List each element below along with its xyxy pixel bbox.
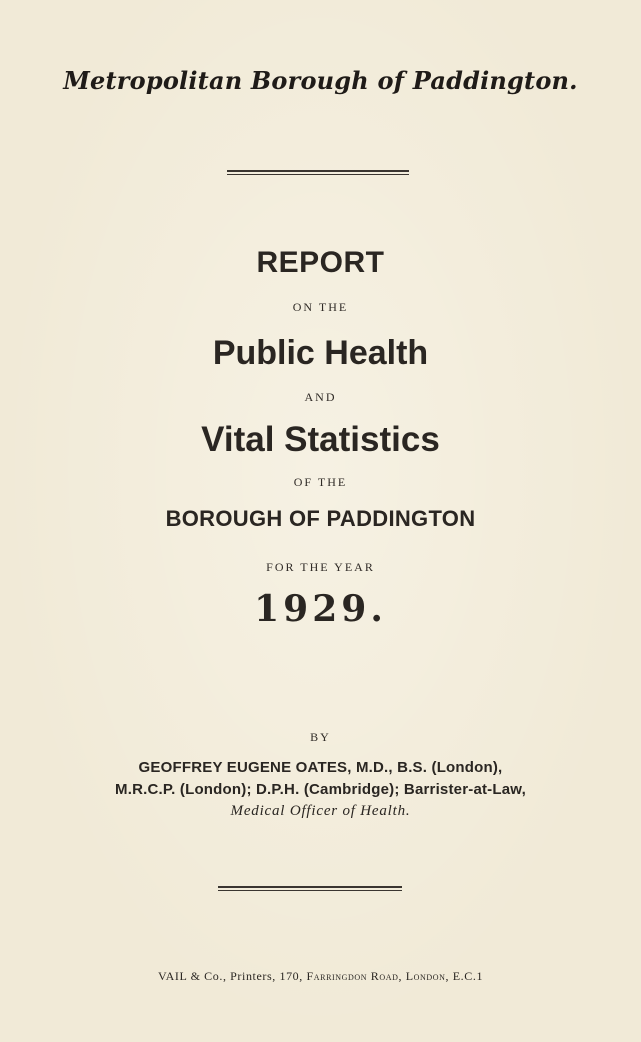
and-label: AND	[304, 390, 337, 404]
printer-address: Farringdon Road, London, E.C.1	[306, 969, 484, 983]
printer-imprint	[0, 969, 641, 984]
report-heading: REPORT	[256, 246, 385, 279]
by-label: BY	[310, 730, 331, 744]
author-credentials	[0, 757, 641, 801]
printer-name: VAIL & Co., Printers, 170,	[157, 969, 303, 983]
borough-title: Metropolitan Borough of Paddington.	[63, 66, 578, 95]
vital-statistics-heading: Vital Statistics	[201, 420, 440, 459]
author-line-2: M.R.C.P. (London); D.P.H. (Cambridge); Barrister-at-Law,	[115, 781, 526, 798]
author-role: Medical Officer of Health.	[230, 803, 411, 819]
bottom-divider	[218, 886, 402, 888]
on-the-label: ON THE	[292, 300, 349, 314]
public-health-heading: Public Health	[212, 334, 429, 372]
of-the-label: OF THE	[293, 475, 348, 489]
top-divider	[227, 170, 409, 172]
borough-heading: BOROUGH OF PADDINGTON	[165, 506, 476, 531]
author-line-1: GEOFFREY EUGENE OATES, M.D., B.S. (London),	[138, 759, 503, 776]
report-year: 1929.	[254, 588, 387, 630]
for-the-year-label: FOR THE YEAR	[266, 560, 375, 574]
